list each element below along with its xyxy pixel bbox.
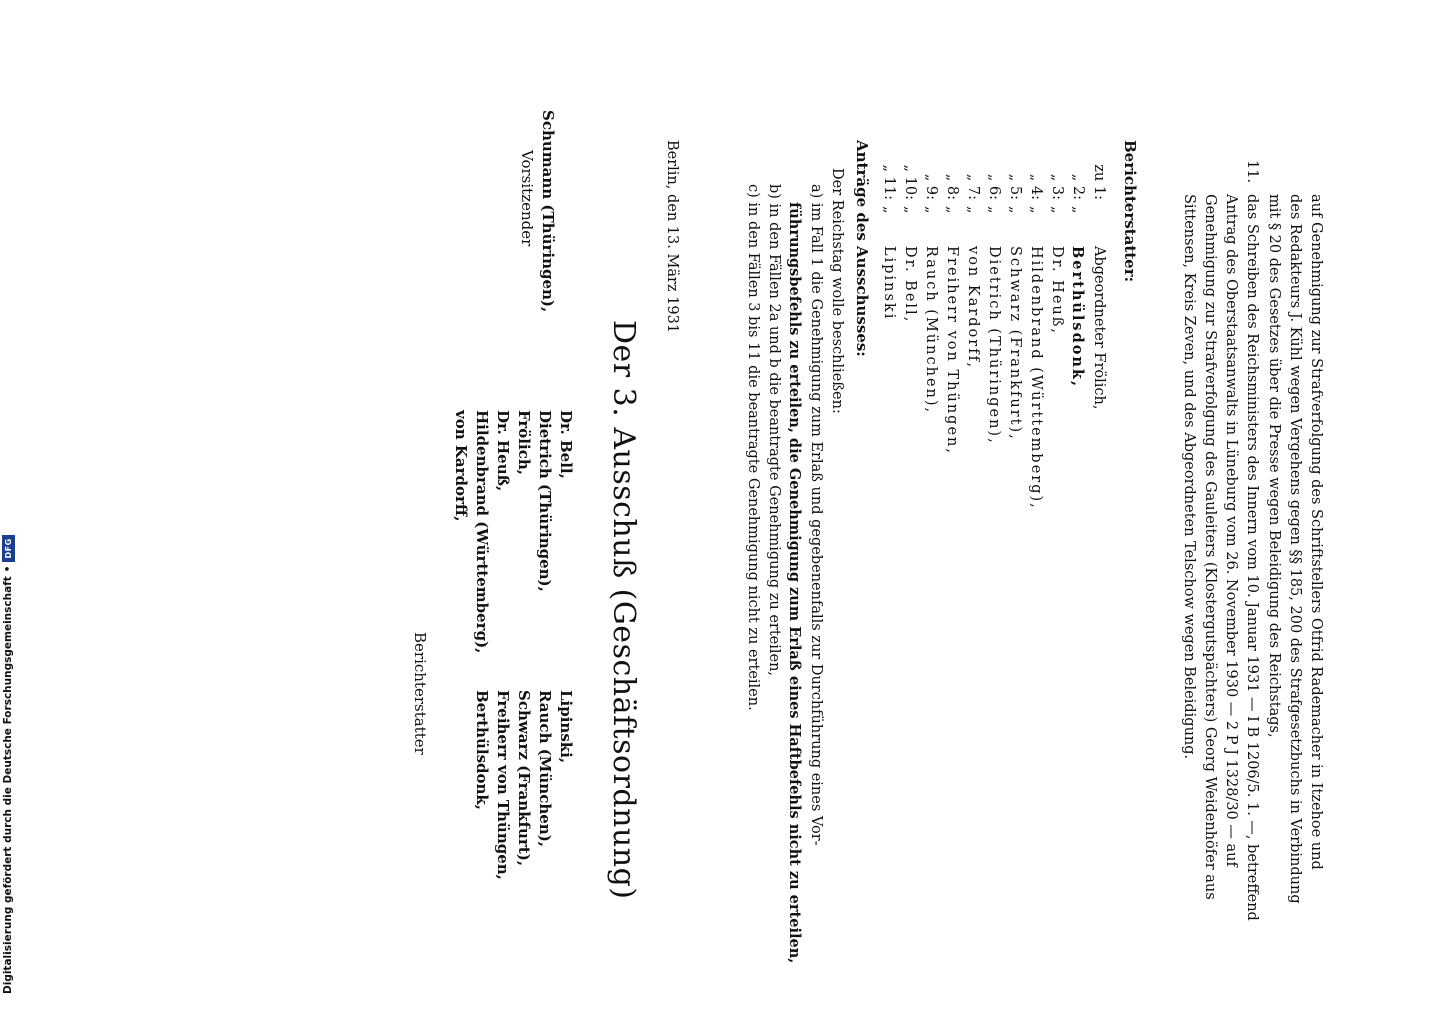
row-ditto: „ bbox=[923, 206, 939, 214]
member-name: Freiherr von Thüngen, bbox=[494, 690, 512, 880]
digitization-footer bbox=[0, 538, 16, 994]
row-ditto: „ bbox=[1070, 206, 1086, 214]
row-name: Schwarz (Frankfurt), bbox=[1007, 246, 1023, 441]
signatures-right-column bbox=[471, 690, 576, 930]
row-ditto: „ bbox=[1028, 206, 1044, 214]
antrag-a-line2: führungsbefehls zu erteilen, die Genehmigung zum Erlaß eines Haftbefehls nicht zu erteilen, bbox=[786, 202, 803, 964]
row-ditto bbox=[1088, 206, 1109, 246]
member-name: Hildenbrand (Württemberg), bbox=[473, 410, 491, 654]
row-name: Rauch (München), bbox=[923, 246, 939, 415]
row-label: „ 10: bbox=[902, 164, 918, 200]
berichterstatter-row bbox=[1088, 140, 1109, 740]
berichterstatter-row bbox=[962, 140, 983, 740]
row-label: zu 1: bbox=[1091, 164, 1107, 200]
member-name: Rauch (München), bbox=[536, 690, 554, 848]
row-ditto: „ bbox=[1049, 206, 1065, 214]
antraege-intro: Der Reichstag wolle beschließen: bbox=[829, 168, 845, 414]
berichterstatter-row bbox=[1067, 140, 1088, 740]
signatures-left-column bbox=[450, 410, 576, 680]
row-name: Abgeordneter Frölich, bbox=[1091, 246, 1107, 410]
chair-name: Schumann (Thüringen), bbox=[539, 110, 557, 313]
row-label: „ 2: bbox=[1070, 173, 1086, 200]
ausschuss-title: Der 3. Ausschuß (Geschäftsordnung) bbox=[606, 320, 641, 900]
chair-role: Vorsitzender bbox=[518, 150, 536, 247]
row-label: „ 5: bbox=[1007, 173, 1023, 200]
antrag-a-line1: a) im Fall 1 die Genehmigung zum Erlaß und gegebenenfalls zur Durchführung eines Vor- bbox=[808, 184, 824, 846]
member-name: Dr. Bell, bbox=[557, 410, 575, 479]
berichterstatter-row bbox=[941, 140, 962, 740]
member-name: Dr. Heuß, bbox=[494, 410, 512, 492]
footer-text: Digitalisierung gefördert durch die Deutsche Forschungsgemeinschaft bbox=[2, 576, 14, 994]
item-11-line: das Schreiben des Reichsministers des Innern vom 10. Januar 1931 — I B 1206/5. 1. —, betreffend bbox=[1244, 194, 1260, 921]
antraege-heading: Anträge des Ausschusses: bbox=[853, 140, 871, 357]
footer-separator: • bbox=[2, 565, 14, 573]
berichterstatter-heading: Berichterstatter: bbox=[1121, 140, 1139, 283]
row-name: von Kardorff, bbox=[965, 246, 981, 370]
row-ditto: „ bbox=[986, 206, 1002, 214]
row-ditto: „ bbox=[881, 206, 897, 214]
antrag-b: b) in den Fällen 2a und b die beantragte Genehmigung zu erteilen, bbox=[766, 184, 782, 677]
berichterstatter-row bbox=[1025, 140, 1046, 740]
signatures-role: Berichterstatter bbox=[411, 632, 429, 755]
antrag-c: c) in den Fällen 3 bis 11 die beantragte Genehmigung nicht zu erteilen. bbox=[745, 184, 761, 711]
row-label: „ 6: bbox=[986, 173, 1002, 200]
row-name: Lipinski bbox=[881, 246, 897, 321]
row-label: „ 4: bbox=[1028, 173, 1044, 200]
item-11-line: Genehmigung zur Strafverfolgung des Gauleiters (Klostergutspächters) Georg Weidenhöfer aus bbox=[1202, 194, 1218, 900]
member-name: Dietrich (Thüringen), bbox=[536, 410, 554, 592]
row-ditto: „ bbox=[944, 206, 960, 214]
antraege-section bbox=[742, 140, 872, 970]
row-label: „ 11: bbox=[881, 164, 897, 200]
row-ditto: „ bbox=[1007, 206, 1023, 214]
row-name: Berthülsdonk, bbox=[1069, 246, 1086, 389]
date-line: Berlin, den 13. März 1931 bbox=[664, 140, 680, 334]
member-name: von Kardorff, bbox=[452, 410, 470, 522]
item-11-line: Antrag des Oberstaatsanwalts in Lüneburg vom 26. November 1930 — 2 P J 1328/30 — auf bbox=[1223, 194, 1239, 867]
intro-line: auf Genehmigung zur Strafverfolgung des Schriftstellers Otfrid Rademacher in Itzehoe und bbox=[1308, 194, 1324, 870]
row-name: Freiherr von Thüngen, bbox=[944, 246, 960, 455]
chair-signature bbox=[516, 110, 558, 410]
member-name: Berthülsdonk, bbox=[473, 690, 491, 811]
row-name: Dr. Bell, bbox=[902, 246, 918, 324]
berichterstatter-row bbox=[983, 140, 1004, 740]
row-label: „ 3: bbox=[1049, 173, 1065, 200]
intro-line: mit § 20 des Gesetzes über die Presse wegen Beleidigung des Reichstags, bbox=[1266, 194, 1282, 738]
item-number: 11. bbox=[1244, 160, 1260, 184]
row-label: „ 8: bbox=[944, 173, 960, 200]
member-name: Lipinski, bbox=[557, 690, 575, 764]
row-label: „ 7: bbox=[965, 173, 981, 200]
berichterstatter-row bbox=[920, 140, 941, 740]
intro-line: des Redakteurs J. Kühl wegen Vergehens gegen §§ 185, 200 des Strafgesetzbuchs in Verbindung bbox=[1287, 194, 1303, 904]
row-name: Dr. Heuß, bbox=[1049, 246, 1065, 336]
dfg-logo-icon: DFG bbox=[2, 535, 15, 561]
berichterstatter-row bbox=[1004, 140, 1025, 740]
row-label: „ 9: bbox=[923, 173, 939, 200]
member-name: Schwarz (Frankfurt), bbox=[515, 690, 533, 867]
intro-paragraph bbox=[1263, 160, 1326, 1014]
berichterstatter-section bbox=[878, 140, 1140, 740]
row-ditto: „ bbox=[965, 206, 981, 214]
berichterstatter-row bbox=[899, 140, 920, 740]
row-ditto: „ bbox=[902, 206, 918, 214]
berichterstatter-row bbox=[1046, 140, 1067, 740]
berichterstatter-row bbox=[878, 140, 899, 740]
row-name: Dietrich (Thüringen), bbox=[986, 246, 1002, 445]
item-11-line: Sittensen, Kreis Zeven, und des Abgeordneten Telschow wegen Beleidigung. bbox=[1181, 194, 1197, 760]
item-11 bbox=[1178, 160, 1262, 990]
row-name: Hildenbrand (Württemberg), bbox=[1028, 246, 1044, 510]
member-name: Frölich, bbox=[515, 410, 533, 475]
